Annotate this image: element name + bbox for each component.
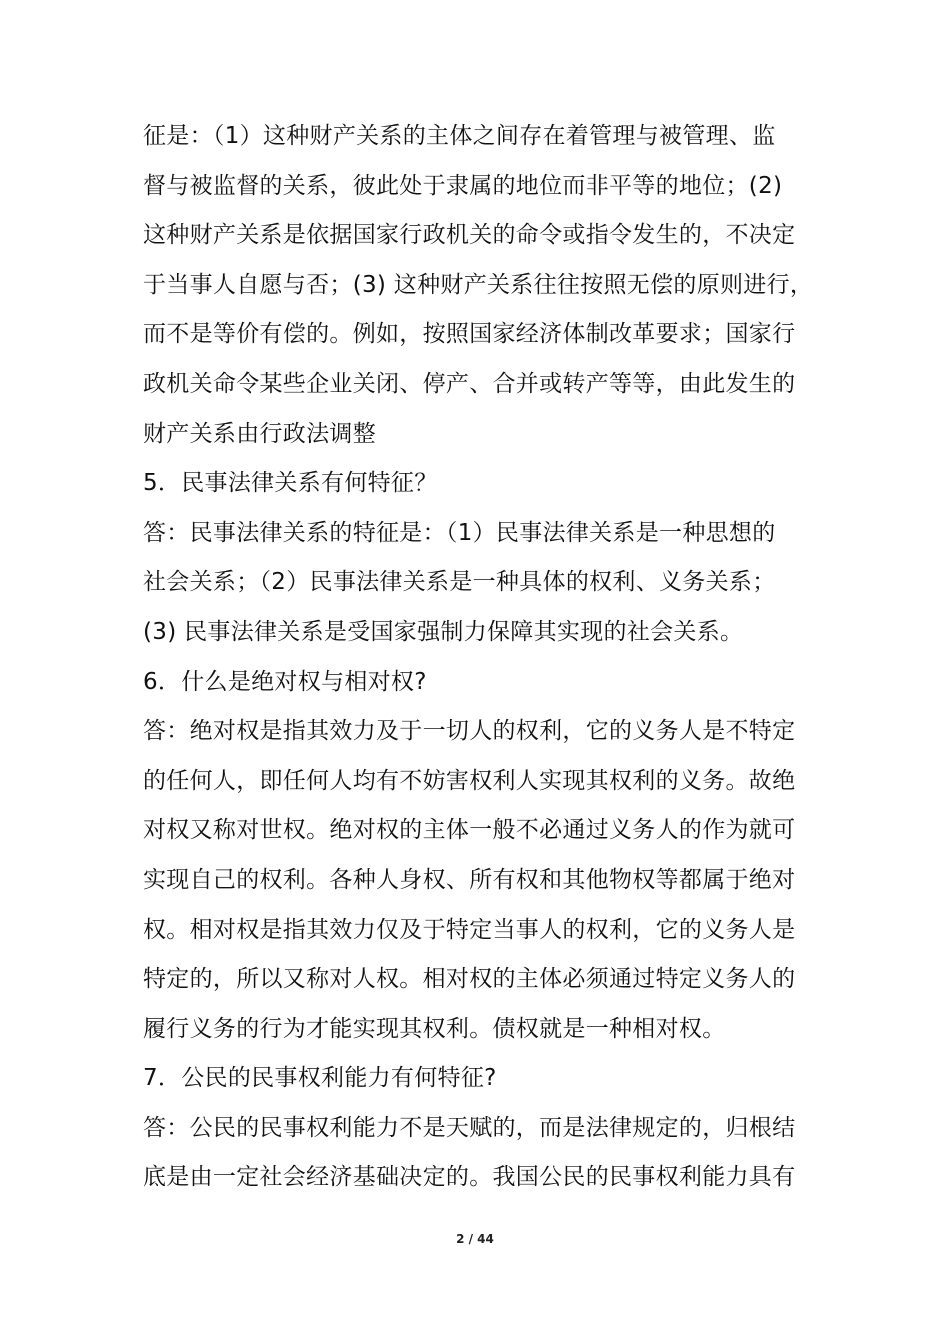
- text-line: 的任何人，即任何人均有不妨害权利人实现其权利的义务。故绝: [143, 767, 796, 794]
- text-line: 财产关系由行政法调整: [143, 420, 376, 447]
- question-heading: 7．公民的民事权利能力有何特征?: [143, 1065, 497, 1092]
- text-line: (3) 民事法律关系是受国家强制力保障其实现的社会关系。: [143, 618, 744, 645]
- text-line: 答：公民的民事权利能力不是天赋的，而是法律规定的，归根结: [143, 1114, 796, 1141]
- text-line: 征是：（1）这种财产关系的主体之间存在着管理与被管理、监: [143, 123, 776, 149]
- question-heading: 6．什么是绝对权与相对权?: [143, 668, 427, 695]
- text-line: 政机关命令某些企业关闭、停产、合并或转产等等，由此发生的: [143, 370, 796, 397]
- text-line: 实现自己的权利。各种人身权、所有权和其他物权等都属于绝对: [143, 866, 796, 893]
- text-line: 这种财产关系是依据国家行政机关的命令或指令发生的，不决定: [143, 222, 796, 249]
- text-line: 对权又称对世权。绝对权的主体一般不必通过义务人的作为就可: [143, 817, 796, 844]
- text-line: 底是由一定社会经济基础决定的。我国公民的民事权利能力具有: [143, 1164, 796, 1191]
- text-line: 履行义务的行为才能实现其权利。债权就是一种相对权。: [143, 1015, 726, 1042]
- text-line: 答：民事法律关系的特征是：（1）民事法律关系是一种思想的: [143, 519, 776, 546]
- text-line: 督与被监督的关系，彼此处于隶属的地位而非平等的地位；(2): [143, 172, 783, 199]
- text-line: 特定的，所以又称对人权。相对权的主体必须通过特定义务人的: [143, 966, 796, 993]
- text-line: 于当事人自愿与否；(3) 这种财产关系往往按照无偿的原则进行，: [143, 271, 814, 298]
- document-body: [143, 112, 813, 1203]
- question-heading: 5．民事法律关系有何特征？: [143, 470, 438, 497]
- text-line: 答：绝对权是指其效力及于一切人的权利，它的义务人是不特定: [143, 718, 796, 745]
- text-line: 而不是等价有偿的。例如，按照国家经济体制改革要求；国家行: [143, 321, 796, 348]
- text-line: 社会关系；（2）民事法律关系是一种具体的权利、义务关系；: [143, 569, 776, 596]
- page-number: 2 / 44: [456, 1232, 494, 1246]
- text-line: 权。相对权是指其效力仅及于特定当事人的权利，它的义务人是: [143, 916, 796, 943]
